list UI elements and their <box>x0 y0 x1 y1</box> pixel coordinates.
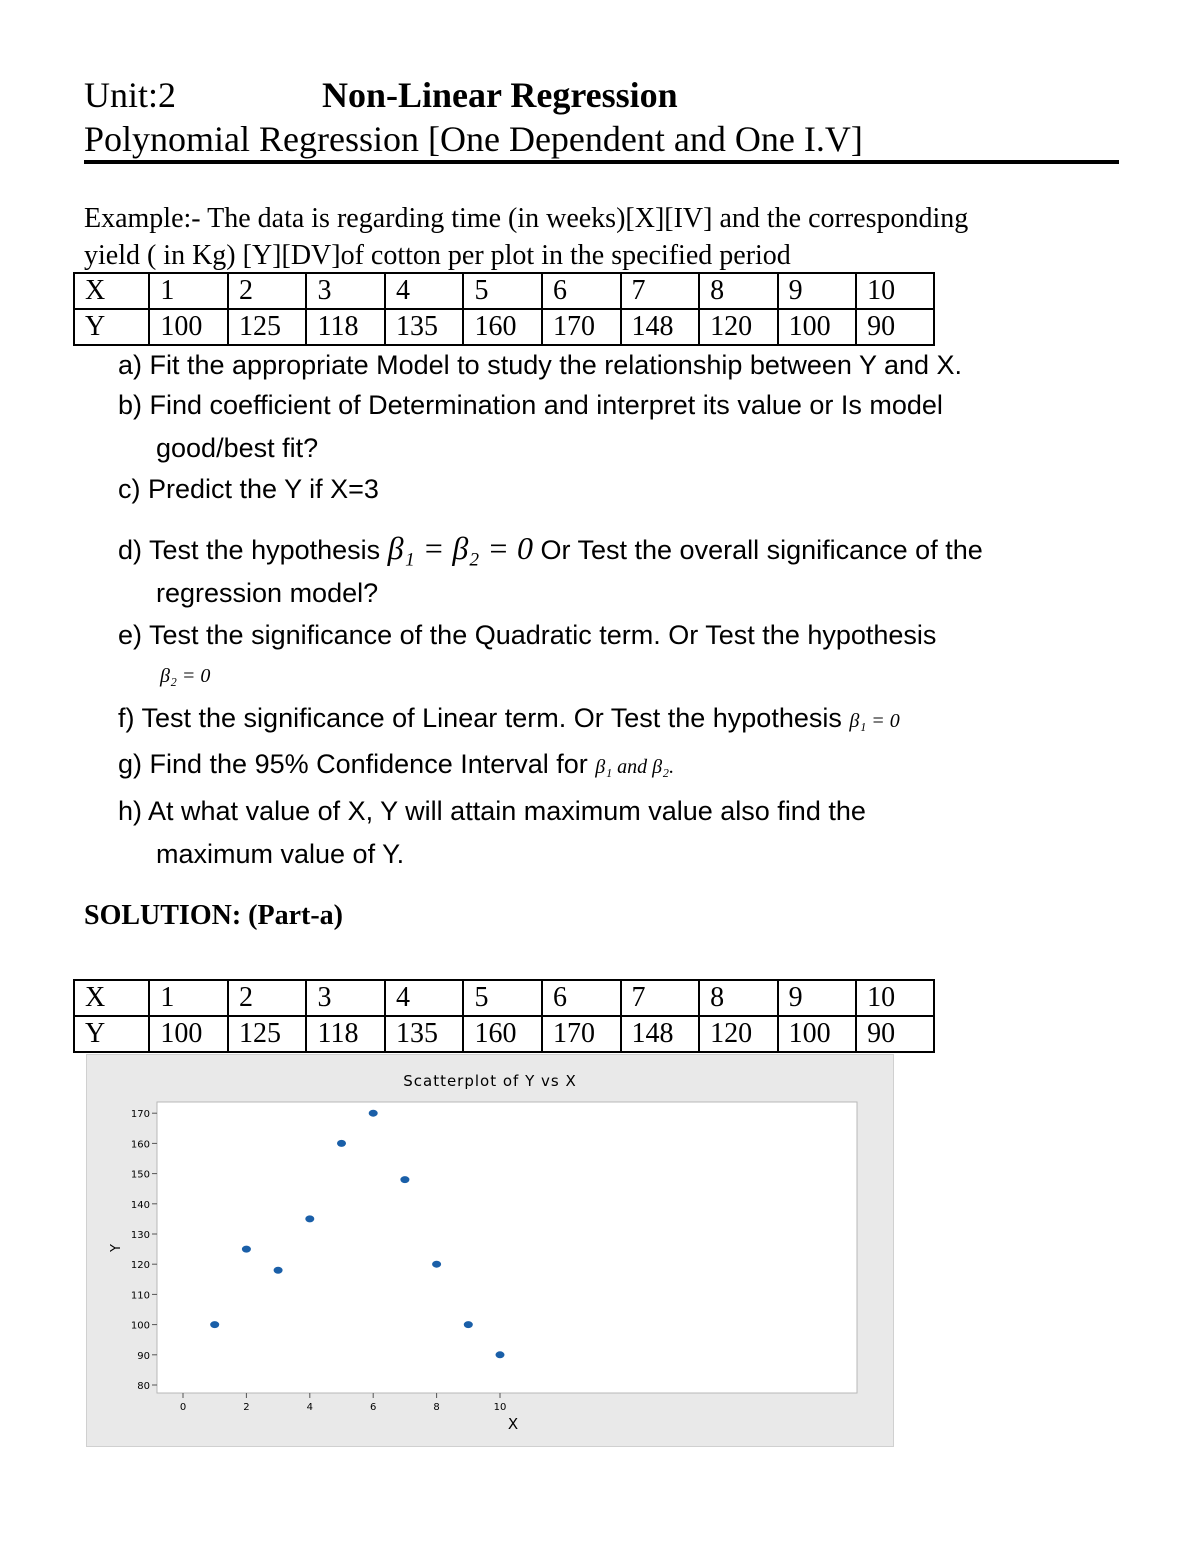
question-b: b) Find coefficient of Determination and interpret its value or Is model <box>118 390 943 420</box>
y-tick-label: 80 <box>137 1381 150 1392</box>
confidence-formula-g: β₁ and β₂. <box>595 756 675 778</box>
example-text <box>84 200 1124 274</box>
x-tick-label: 6 <box>370 1402 377 1413</box>
table-cell: 135 <box>385 1016 464 1052</box>
question-f <box>118 703 900 734</box>
hypothesis-formula-f: β₁ = 0 <box>849 710 900 732</box>
question-d-cont: regression model? <box>156 578 379 608</box>
data-table <box>73 272 935 346</box>
title-divider <box>84 160 1119 164</box>
question-b-cont: good/best fit? <box>156 433 319 463</box>
data-point <box>369 1110 378 1117</box>
data-point <box>432 1261 441 1268</box>
y-tick-label: 130 <box>130 1230 150 1241</box>
solution-heading: SOLUTION: (Part-a) <box>84 900 343 931</box>
x-tick-label: 8 <box>433 1402 440 1413</box>
y-axis <box>131 1109 157 1392</box>
table-cell: 90 <box>856 309 934 345</box>
data-point <box>242 1246 251 1253</box>
table-row-y <box>74 309 934 345</box>
table-cell: 125 <box>228 1016 307 1052</box>
x-tick-label: 0 <box>179 1402 187 1413</box>
question-d-text: d) Test the hypothesis <box>118 535 388 565</box>
table-cell: 4 <box>385 273 464 309</box>
y-tick-label: 140 <box>130 1199 150 1211</box>
question-g <box>118 749 674 780</box>
question-g-text: g) Find the 95% Confidence Interval for <box>118 749 596 779</box>
table-cell: 160 <box>463 309 542 345</box>
table-row-x <box>74 273 934 309</box>
table-cell: 118 <box>306 1016 384 1052</box>
hypothesis-formula-e: β₂ = 0 <box>160 665 211 687</box>
table-cell: 125 <box>228 309 307 345</box>
table-cell: 10 <box>856 980 934 1016</box>
scatterplot-panel <box>86 1054 894 1447</box>
question-h-cont: maximum value of Y. <box>156 839 405 869</box>
hypothesis-formula-d: β₁ = β₂ = 0 <box>387 530 533 566</box>
table-cell: 7 <box>621 980 700 1016</box>
table-cell: 3 <box>306 273 384 309</box>
table-cell: 1 <box>149 273 228 309</box>
table-cell: 2 <box>228 980 307 1016</box>
example-line-1: Example:- The data is regarding time (in weeks)[X][IV] and the corresponding <box>84 203 969 234</box>
table-row-label: X <box>74 273 149 309</box>
table-cell: 100 <box>149 309 228 345</box>
question-d <box>118 530 983 567</box>
unit-line <box>84 74 678 116</box>
table-cell: 100 <box>149 1016 228 1052</box>
page-subtitle: Polynomial Regression [One Dependent and One I.V] <box>84 119 863 159</box>
table-cell: 100 <box>778 1016 857 1052</box>
y-tick-label: 120 <box>130 1260 150 1272</box>
question-a: a) Fit the appropriate Model to study the relationship between Y and X. <box>118 350 963 380</box>
table-cell: 100 <box>778 309 857 345</box>
x-tick-label: 4 <box>306 1402 313 1413</box>
table-cell: 170 <box>542 1016 621 1052</box>
table-cell: 118 <box>306 309 384 345</box>
table-cell: 90 <box>856 1016 934 1052</box>
question-c: c) Predict the Y if X=3 <box>118 474 379 504</box>
page-title: Non-Linear Regression <box>322 75 678 115</box>
table-cell: 10 <box>856 273 934 309</box>
y-tick-label: 110 <box>130 1290 150 1302</box>
table-cell: 4 <box>385 980 464 1016</box>
table-cell: 7 <box>621 273 700 309</box>
y-tick-label: 170 <box>130 1109 150 1121</box>
table-cell: 3 <box>306 980 384 1016</box>
question-f-text: f) Test the significance of Linear term. Or Test the hypothesis <box>118 703 850 733</box>
table-cell: 135 <box>385 309 464 345</box>
unit-label: Unit:2 <box>84 75 177 115</box>
table-row-label: Y <box>74 1016 149 1052</box>
table-row-label: Y <box>74 309 149 345</box>
y-axis-label: Y <box>109 1244 124 1252</box>
table-cell: 120 <box>699 1016 778 1052</box>
chart-title: Scatterplot of Y vs X <box>403 1072 577 1090</box>
data-point <box>210 1321 219 1328</box>
table-cell: 170 <box>542 309 621 345</box>
x-axis <box>180 1393 507 1413</box>
table-cell: 1 <box>149 980 228 1016</box>
table-cell: 9 <box>778 273 857 309</box>
data-point <box>274 1267 283 1274</box>
plot-area <box>157 1102 857 1393</box>
y-tick-label: 100 <box>130 1320 150 1332</box>
table-cell: 2 <box>228 273 307 309</box>
x-axis-label: X <box>507 1415 519 1433</box>
x-tick-label: 10 <box>493 1402 507 1413</box>
table-cell: 8 <box>699 980 778 1016</box>
question-d-text-2: Or Test the overall significance of the <box>540 535 983 565</box>
table-row-y <box>74 1016 934 1052</box>
table-cell: 148 <box>621 309 700 345</box>
table-cell: 5 <box>463 980 542 1016</box>
table-cell: 8 <box>699 273 778 309</box>
table-cell: 160 <box>463 1016 542 1052</box>
data-point <box>337 1140 346 1147</box>
table-cell: 9 <box>778 980 857 1016</box>
y-tick-label: 160 <box>130 1139 150 1151</box>
example-line-2: yield ( in Kg) [Y][DV]of cotton per plot in the specified period <box>84 240 791 271</box>
solution-data-table <box>73 979 935 1053</box>
data-point <box>400 1176 409 1183</box>
table-cell: 120 <box>699 309 778 345</box>
y-tick-label: 90 <box>137 1350 150 1362</box>
data-point <box>464 1321 473 1328</box>
question-e: e) Test the significance of the Quadratic term. Or Test the hypothesis <box>118 620 937 650</box>
table-cell: 5 <box>463 273 542 309</box>
table-cell: 6 <box>542 273 621 309</box>
data-point <box>496 1351 505 1358</box>
scatterplot-chart <box>87 1055 893 1446</box>
table-cell: 148 <box>621 1016 700 1052</box>
table-row-x <box>74 980 934 1016</box>
table-cell: 6 <box>542 980 621 1016</box>
question-h: h) At what value of X, Y will attain maximum value also find the <box>118 796 866 826</box>
table-row-label: X <box>74 980 149 1016</box>
data-point <box>305 1215 314 1222</box>
x-tick-label: 2 <box>243 1402 250 1413</box>
y-tick-label: 150 <box>130 1169 150 1181</box>
